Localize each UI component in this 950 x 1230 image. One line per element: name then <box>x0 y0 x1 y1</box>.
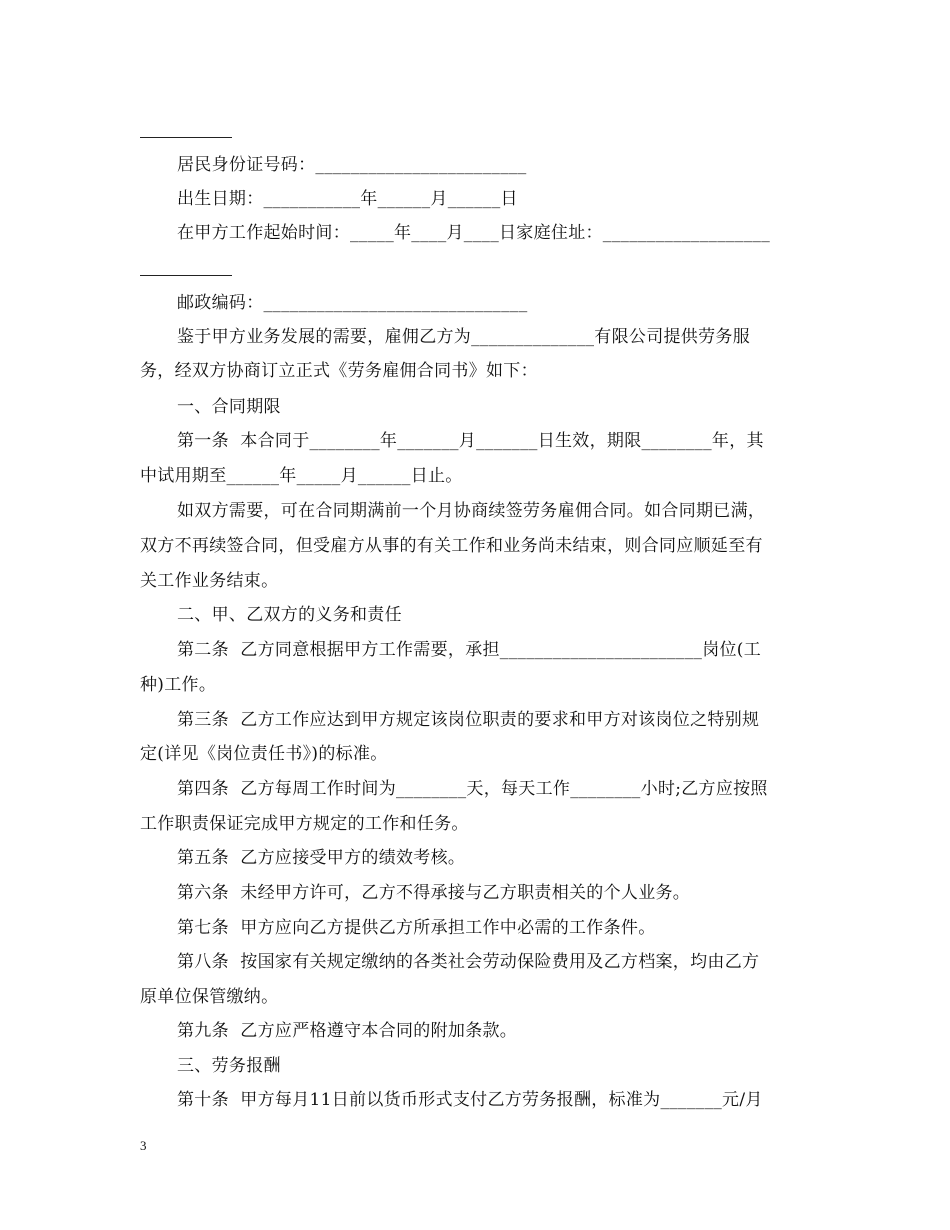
paragraph-line: 鉴于甲方业务发展的需要，雇佣乙方为______________有限公司提供劳务服 <box>177 327 750 347</box>
paragraph-line: 双方不再续签合同，但受雇方从事的有关工作和业务尚未结束，则合同应顺延至有 <box>140 536 763 556</box>
paragraph-line: 原单位保管缴纳。 <box>140 987 279 1007</box>
paragraph-line: 如双方需要，可在合同期满前一个月协商续签劳务雇佣合同。如合同期已满， <box>177 501 766 521</box>
address-continuation-underline <box>140 275 232 276</box>
paragraph-line: 第三条 乙方工作应达到甲方规定该岗位职责的要求和甲方对该岗位之特别规 <box>177 710 760 730</box>
section-heading: 一、合同期限 <box>177 397 281 417</box>
top-blank-underline <box>140 137 232 138</box>
birth-date-line: 出生日期：___________年______月______日 <box>177 189 518 209</box>
paragraph-line: 关工作业务结束。 <box>140 571 279 591</box>
id-number-line: 居民身份证号码：________________________ <box>177 155 527 175</box>
paragraph-line: 第八条 按国家有关规定缴纳的各类社会劳动保险费用及乙方档案，均由乙方 <box>177 952 760 972</box>
paragraph-line: 第四条 乙方每周工作时间为________天，每天工作________小时;乙方应按照 <box>177 779 768 799</box>
paragraph-line: 第一条 本合同于________年_______月_______日生效，期限________年，其 <box>177 431 764 451</box>
paragraph-line: 第六条 未经甲方许可，乙方不得承接与乙方职责相关的个人业务。 <box>177 883 691 903</box>
page-number: 3 <box>140 1138 147 1153</box>
paragraph-line: 中试用期至______年_____月______日止。 <box>140 466 463 486</box>
paragraph-line: 种)工作。 <box>140 675 217 695</box>
paragraph-line: 定(详见《岗位责任书》)的标准。 <box>140 744 388 764</box>
postal-code-line: 邮政编码：______________________________ <box>177 293 528 313</box>
paragraph-line: 第七条 甲方应向乙方提供乙方所承担工作中必需的工作条件。 <box>177 918 656 938</box>
paragraph-line: 第九条 乙方应严格遵守本合同的附加条款。 <box>177 1021 518 1041</box>
section-heading: 三、劳务报酬 <box>177 1056 281 1076</box>
section-heading: 二、甲、乙双方的义务和责任 <box>177 605 402 625</box>
paragraph-line: 务，经双方协商订立正式《劳务雇佣合同书》如下： <box>140 361 538 381</box>
paragraph-line: 第二条 乙方同意根据甲方工作需要，承担_______________________岗位(工 <box>177 640 762 660</box>
start-time-address-line: 在甲方工作起始时间：_____年____月____日家庭住址：___________________ <box>177 223 770 243</box>
paragraph-line: 工作职责保证完成甲方规定的工作和任务。 <box>140 814 469 834</box>
paragraph-line: 第五条 乙方应接受甲方的绩效考核。 <box>177 848 466 868</box>
paragraph-line: 第十条 甲方每月11日前以货币形式支付乙方劳务报酬，标准为_______元/月 <box>177 1090 763 1110</box>
